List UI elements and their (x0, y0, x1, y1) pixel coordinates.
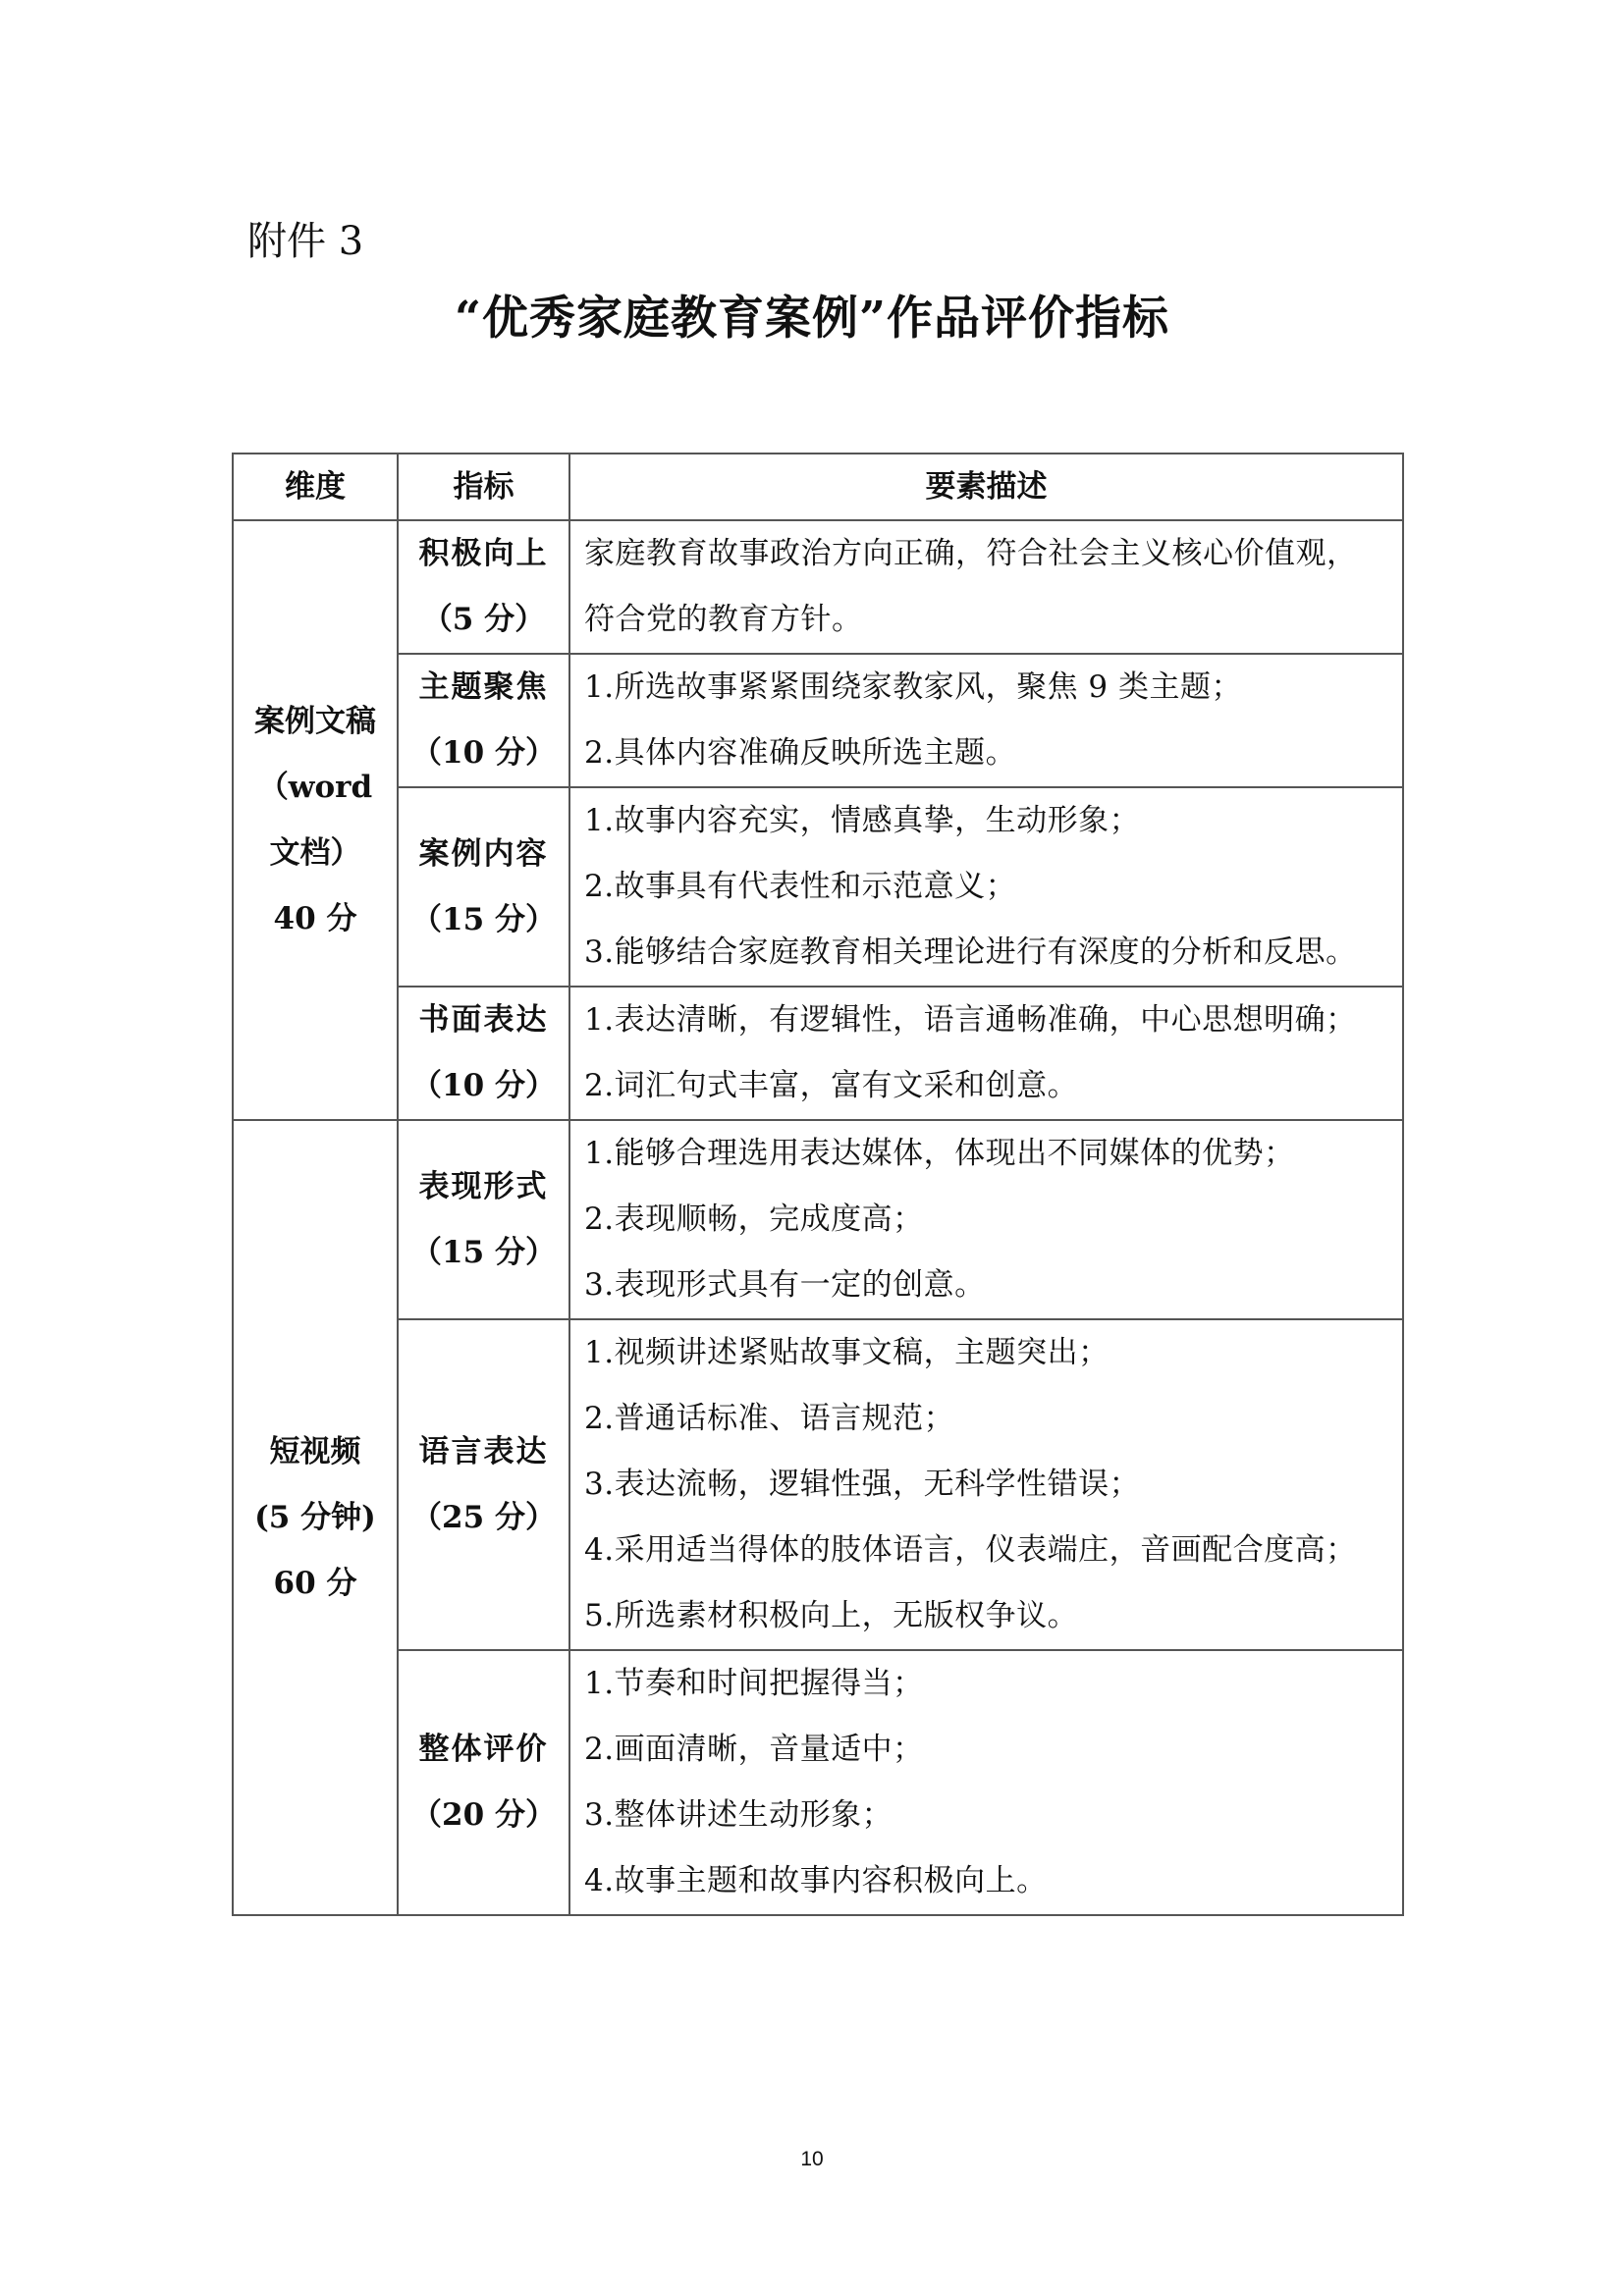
indicator-name: 语言表达 (418, 1433, 549, 1469)
description-line: 3.整体讲述生动形象； (584, 1797, 893, 1833)
dimension-line: 40 分 (273, 900, 357, 936)
indicator-cell (398, 654, 569, 787)
description-line: 1.故事内容充实，情感真挚，生动形象； (584, 803, 1141, 838)
table-row (233, 787, 1403, 987)
indicator-score: （20 分） (411, 1797, 556, 1833)
description-line: 2.普通话标准、语言规范； (584, 1401, 955, 1436)
description-cell (569, 1650, 1403, 1915)
description-cell (569, 520, 1403, 654)
table-row (233, 654, 1403, 787)
table-row (233, 987, 1403, 1120)
table-row (233, 1650, 1403, 1915)
dimension-line: （word (257, 769, 373, 805)
description-line: 1.表达清晰，有逻辑性，语言通畅准确，中心思想明确； (584, 1002, 1357, 1038)
header-dimension: 维度 (233, 454, 398, 520)
description-line: 2.具体内容准确反映所选主题。 (584, 735, 1017, 771)
indicator-cell (398, 987, 569, 1120)
indicator-score: （10 分） (411, 1068, 556, 1103)
table-body (233, 520, 1403, 1915)
indicator-score: （15 分） (411, 901, 556, 937)
description-line: 3.表现形式具有一定的创意。 (584, 1267, 986, 1303)
indicator-name: 书面表达 (418, 1002, 549, 1038)
dimension-line: 文档） (269, 834, 361, 871)
dimension-line: 案例文稿 (254, 703, 376, 739)
dimension-cell (233, 520, 398, 1120)
description-line: 1.所选故事紧紧围绕家教家风，聚焦 9 类主题； (584, 669, 1243, 705)
indicator-cell (398, 1120, 569, 1319)
evaluation-table (232, 453, 1404, 1916)
description-line: 3.表达流畅，逻辑性强，无科学性错误； (584, 1467, 1141, 1502)
indicator-cell (398, 1319, 569, 1650)
table-row (233, 1120, 1403, 1319)
description-line: 4.故事主题和故事内容积极向上。 (584, 1863, 1048, 1898)
description-line: 家庭教育故事政治方向正确，符合社会主义核心价值观， (584, 536, 1358, 571)
description-line: 1.能够合理选用表达媒体，体现出不同媒体的优势； (584, 1136, 1295, 1171)
dimension-line: 短视频 (269, 1433, 361, 1469)
description-cell (569, 787, 1403, 987)
description-line: 1.视频讲述紧贴故事文稿，主题突出； (584, 1335, 1110, 1370)
dimension-cell (233, 1120, 398, 1915)
header-indicator: 指标 (398, 454, 569, 520)
indicator-name: 整体评价 (418, 1732, 549, 1767)
indicator-name: 主题聚焦 (418, 669, 549, 705)
description-line: 2.画面清晰，音量适中； (584, 1732, 924, 1767)
description-line: 3.能够结合家庭教育相关理论进行有深度的分析和反思。 (584, 934, 1357, 970)
description-cell (569, 987, 1403, 1120)
description-line: 4.采用适当得体的肢体语言，仪表端庄，音画配合度高； (584, 1532, 1357, 1568)
dimension-line: (5 分钟) (254, 1499, 376, 1535)
page-number: 10 (800, 2148, 824, 2170)
indicator-name: 表现形式 (418, 1168, 549, 1204)
indicator-name: 案例内容 (418, 835, 549, 872)
indicator-cell (398, 787, 569, 987)
description-line: 2.表现顺畅，完成度高； (584, 1201, 924, 1237)
description-line: 1.节奏和时间把握得当； (584, 1666, 924, 1701)
description-line: 2.词汇句式丰富，富有文采和创意。 (584, 1068, 1079, 1103)
table-header-row (233, 454, 1403, 520)
description-line: 符合党的教育方针。 (584, 602, 863, 637)
indicator-cell (398, 520, 569, 654)
description-cell (569, 1319, 1403, 1650)
indicator-score: （25 分） (411, 1499, 556, 1535)
description-cell (569, 654, 1403, 787)
indicator-score: （10 分） (411, 735, 556, 771)
indicator-score: （5 分） (421, 602, 546, 637)
description-line: 5.所选素材积极向上，无版权争议。 (584, 1598, 1079, 1633)
indicator-name: 积极向上 (418, 536, 549, 571)
indicator-cell (398, 1650, 569, 1915)
dimension-line: 60 分 (273, 1565, 357, 1601)
table-row (233, 1319, 1403, 1650)
indicator-score: （15 分） (411, 1234, 556, 1270)
document-title: “优秀家庭教育案例”作品评价指标 (454, 292, 1170, 346)
description-line: 2.故事具有代表性和示范意义； (584, 869, 1017, 904)
attachment-label: 附件 3 (247, 219, 364, 264)
header-description: 要素描述 (569, 454, 1403, 520)
description-cell (569, 1120, 1403, 1319)
table-row (233, 520, 1403, 654)
